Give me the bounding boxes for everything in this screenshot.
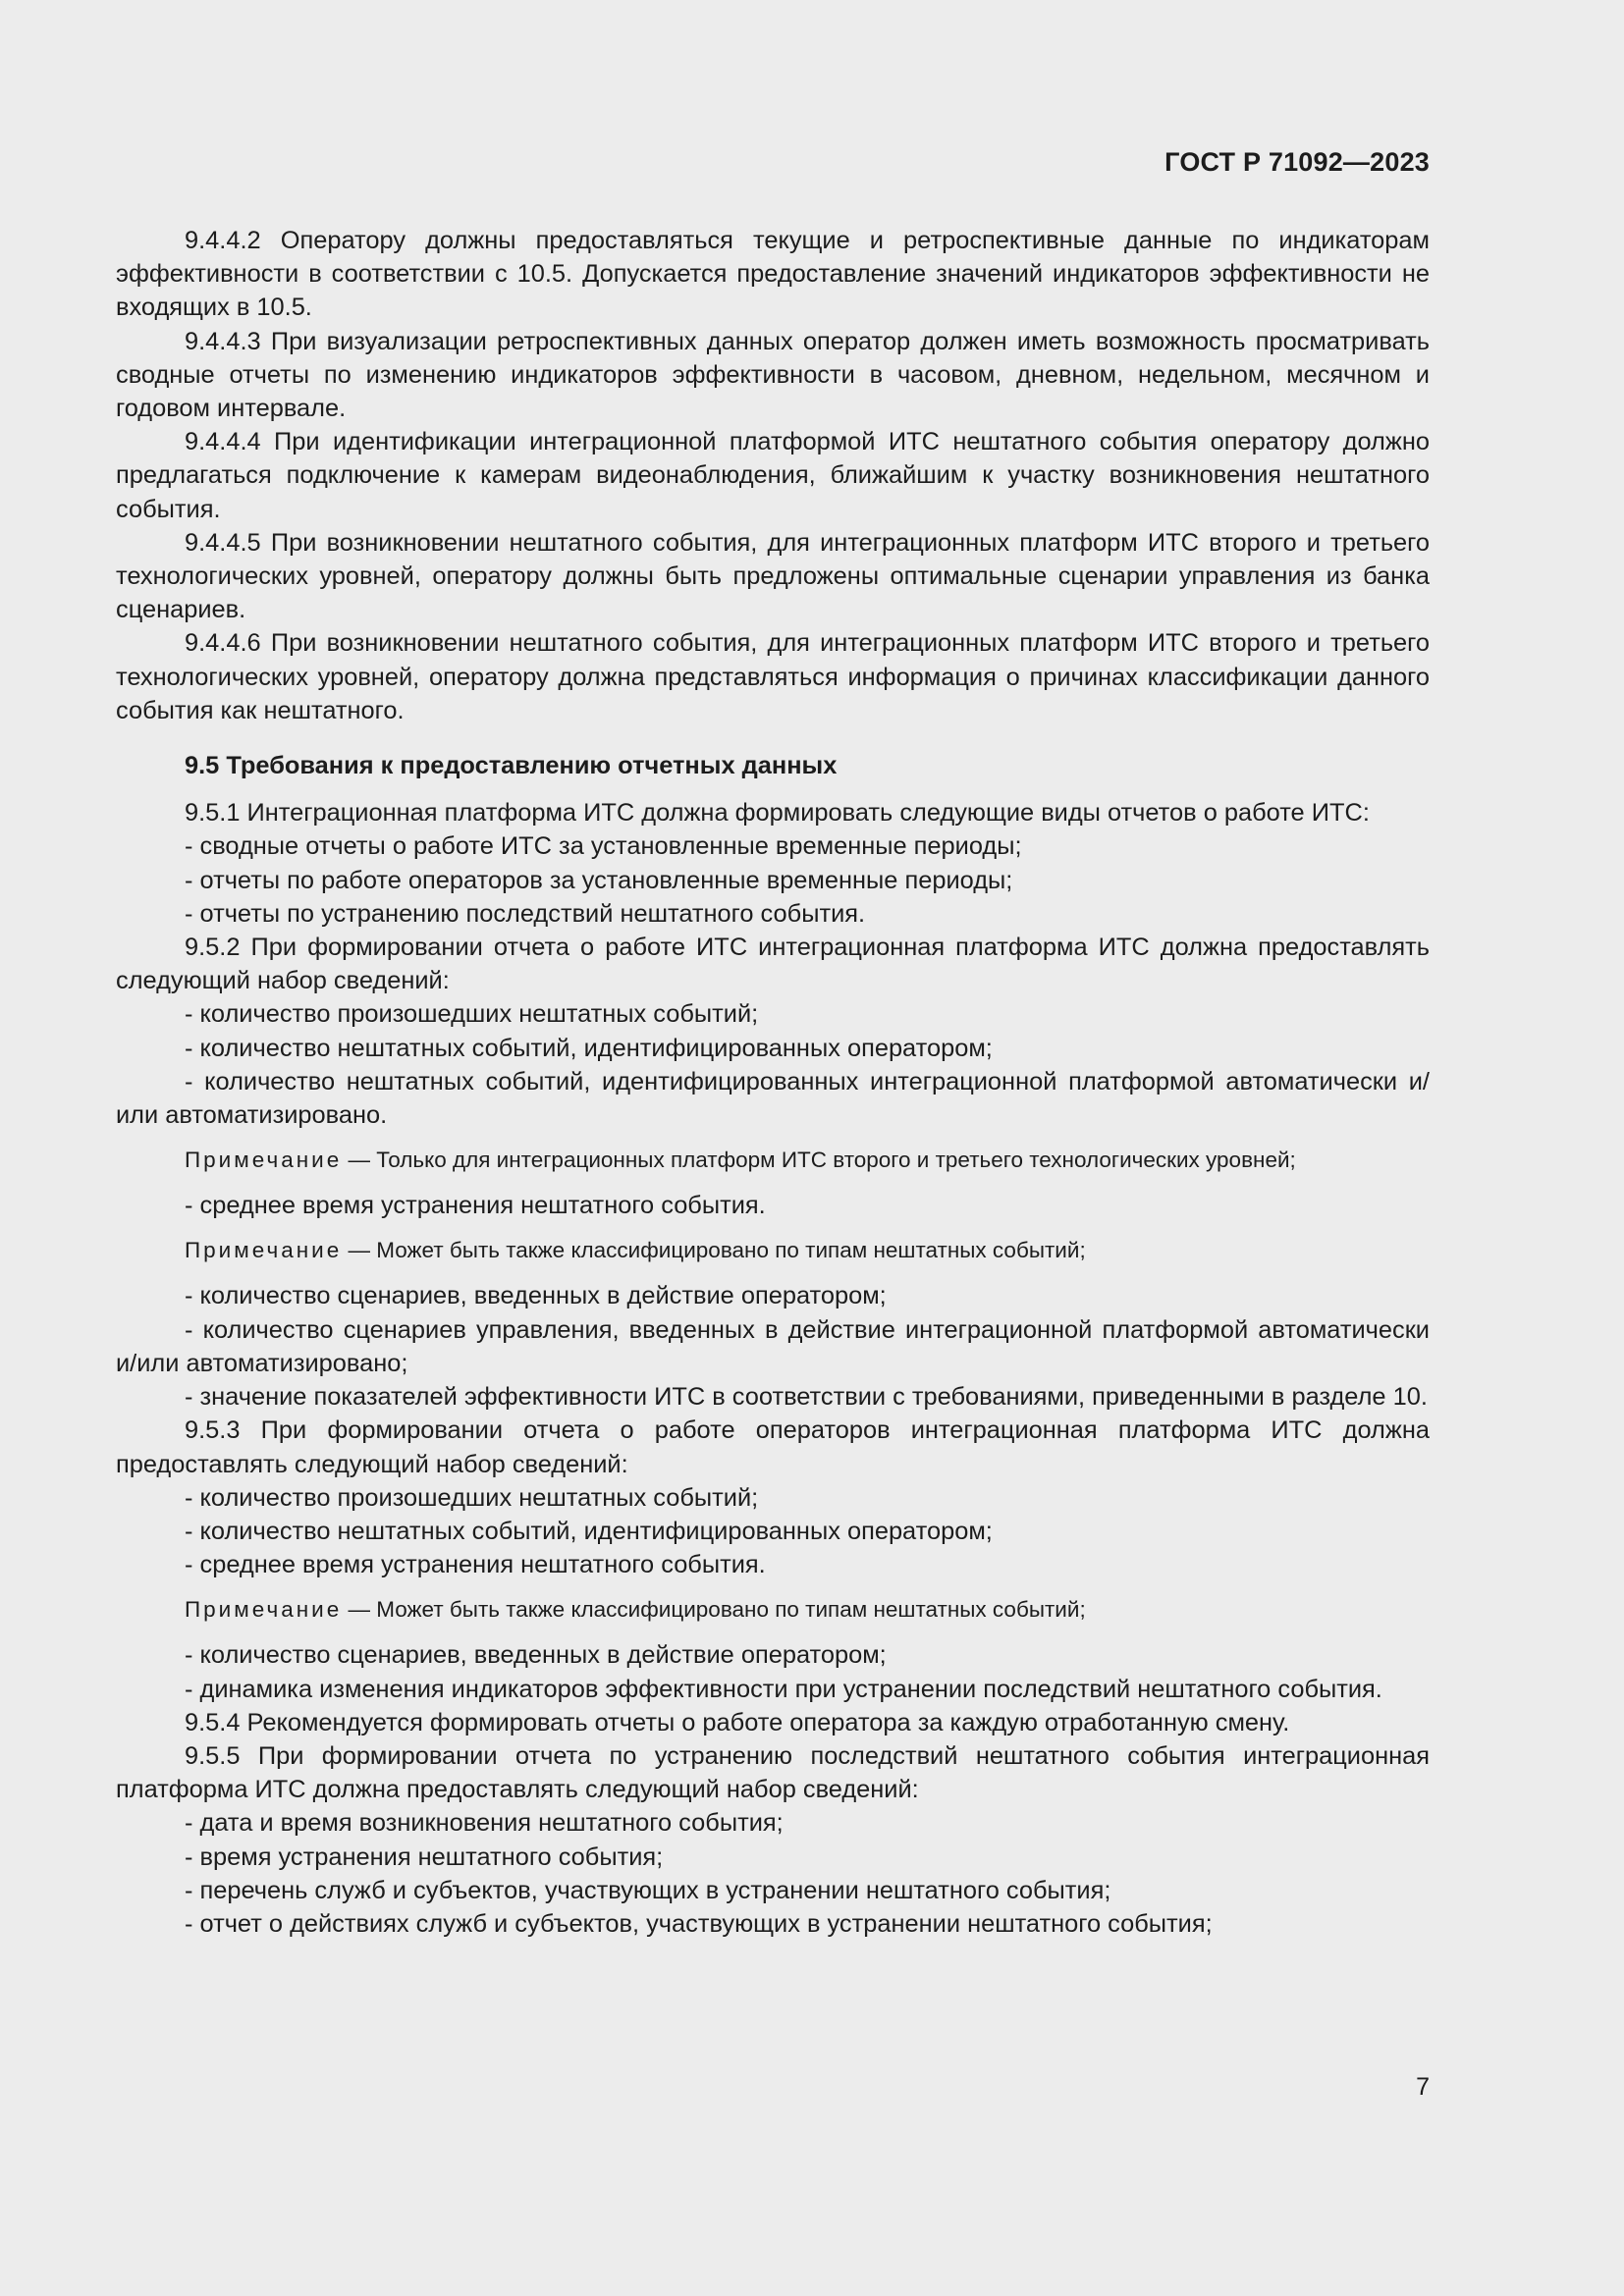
- note-label: Примечание: [185, 1148, 343, 1173]
- list-item: - количество произошедших нештатных событий;: [185, 1000, 759, 1029]
- document-code-header: ГОСТ Р 71092—2023: [1164, 147, 1430, 177]
- clause-9-5-3: 9.5.3 При формировании отчета о работе операторов интеграционная платформа ИТС должна предоставлять следующий набор сведений:: [116, 1416, 1430, 1478]
- list-item: - сводные отчеты о работе ИТС за установленные временные периоды;: [185, 832, 1022, 861]
- list-item: - отчеты по работе операторов за установленные временные периоды;: [185, 866, 1013, 894]
- list-item: - перечень служб и субъектов, участвующих в устранении нештатного события;: [185, 1876, 1111, 1904]
- list-item: - количество нештатных событий, идентифицированных интеграционной платформой автоматически и/или автоматизировано.: [116, 1067, 1430, 1130]
- document-body: [116, 224, 1430, 1941]
- clause-9-4-4-5: 9.4.4.5 При возникновении нештатного события, для интеграционных платформ ИТС второго и третьего технологических уровней, оператору должны быть предложены оптимальные сценарии управления из банка сценариев.: [116, 528, 1430, 624]
- list-item: - время устранения нештатного события;: [185, 1842, 664, 1871]
- note: [116, 1593, 1430, 1627]
- note: [116, 1234, 1430, 1267]
- note-text: — Может быть также классифицировано по типам нештатных событий;: [348, 1238, 1086, 1263]
- note-text: — Может быть также классифицировано по типам нештатных событий;: [348, 1597, 1086, 1623]
- note: [116, 1144, 1430, 1177]
- list-item: - количество сценариев, введенных в действие оператором;: [185, 1641, 887, 1670]
- section-heading-9-5: 9.5 Требования к предоставлению отчетных данных: [185, 752, 838, 780]
- clause-9-4-4-3: 9.4.4.3 При визуализации ретроспективных данных оператор должен иметь возможность просматривать сводные отчеты по изменению индикаторов эффективности в часовом, дневном, недельном, месячном и годовом интервале.: [116, 327, 1430, 423]
- clause-9-4-4-2: 9.4.4.2 Оператору должны предоставляться текущие и ретроспективные данные по индикаторам эффективности в соответствии с 10.5. Допускается предоставление значений индикаторов эффективности не входящих в 10.5.: [116, 227, 1430, 322]
- list-item: - среднее время устранения нештатного события.: [185, 1192, 766, 1220]
- list-item: - количество сценариев управления, введенных в действие интеграционной платформой автоматически и/или автоматизировано;: [116, 1315, 1430, 1377]
- note-label: Примечание: [185, 1238, 343, 1263]
- list-item: - отчет о действиях служб и субъектов, участвующих в устранении нештатного события;: [185, 1909, 1213, 1938]
- list-item: - дата и время возникновения нештатного события;: [185, 1809, 784, 1838]
- note-text: — Только для интеграционных платформ ИТС второго и третьего технологических уровней;: [348, 1148, 1296, 1173]
- list-item: - количество нештатных событий, идентифицированных оператором;: [185, 1517, 993, 1545]
- clause-9-4-4-4: 9.4.4.4 При идентификации интеграционной платформой ИТС нештатного события оператору должно предлагаться подключение к камерам видеонаблюдения, ближайшим к участку возникновения нештатного события.: [116, 428, 1430, 523]
- clause-9-5-5: 9.5.5 При формировании отчета по устранению последствий нештатного события интеграционная платформа ИТС должна предоставлять следующий набор сведений:: [116, 1741, 1430, 1804]
- clause-9-4-4-6: 9.4.4.6 При возникновении нештатного события, для интеграционных платформ ИТС второго и третьего технологических уровней, оператору должна представляться информация о причинах классификации данного события как нештатного.: [116, 629, 1430, 724]
- note-label: Примечание: [185, 1597, 343, 1623]
- list-item: - количество нештатных событий, идентифицированных оператором;: [185, 1034, 993, 1062]
- list-item: - отчеты по устранению последствий нештатного события.: [185, 899, 866, 928]
- page-number: 7: [1416, 2073, 1430, 2101]
- list-item: - количество произошедших нештатных событий;: [185, 1483, 759, 1512]
- clause-9-5-1: 9.5.1 Интеграционная платформа ИТС должна формировать следующие виды отчетов о работе ИТС:: [185, 799, 1370, 828]
- clause-9-5-4: 9.5.4 Рекомендуется формировать отчеты о работе оператора за каждую отработанную смену.: [185, 1708, 1290, 1736]
- list-item: - значение показателей эффективности ИТС в соответствии с требованиями, приведенными в разделе 10.: [185, 1383, 1428, 1412]
- list-item: - количество сценариев, введенных в действие оператором;: [185, 1282, 887, 1310]
- list-item: - динамика изменения индикаторов эффективности при устранении последствий нештатного события.: [185, 1675, 1382, 1703]
- clause-9-5-2: 9.5.2 При формировании отчета о работе ИТС интеграционная платформа ИТС должна предоставлять следующий набор сведений:: [116, 934, 1430, 995]
- list-item: - среднее время устранения нештатного события.: [185, 1551, 766, 1579]
